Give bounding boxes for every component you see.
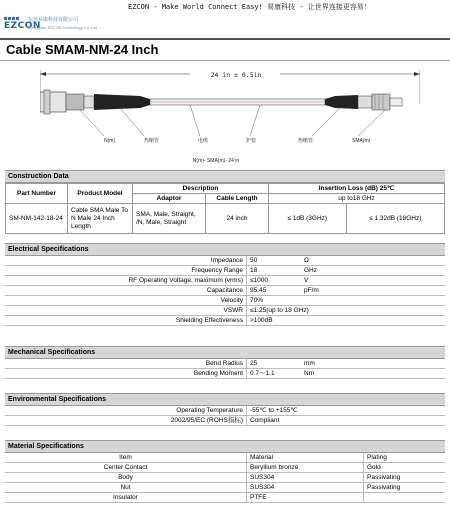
- material-table: [5, 453, 445, 503]
- label-heatshrink-left: 热缩管: [144, 138, 160, 144]
- label-n-male: N(m): [104, 138, 116, 144]
- logo-company-cn: 东莞易康科技有限公司: [28, 17, 79, 23]
- logo-brand: EZCON: [4, 21, 41, 31]
- col-adaptor: Adaptor: [133, 194, 206, 204]
- table-row: Center Contact Beryllium bronze Gold: [5, 463, 445, 473]
- dimension-label: 24 in ± 0.5in: [210, 71, 262, 79]
- table-row: Shielding Effectiveness >100dB: [5, 316, 445, 326]
- banner-text: EZCON - Make World Connect Easy! 易康科技 - 让世界连接更容易！: [128, 3, 371, 11]
- cell-loss-3ghz: ≤ 1dB (3GHz): [269, 204, 347, 234]
- table-row: Impedance 50 Ω: [5, 256, 445, 266]
- table-row: RF Operating Voltage, maximum (vrms) ≤1000 V: [5, 276, 445, 286]
- col-plating: Plating: [364, 453, 446, 463]
- construction-table: [5, 183, 445, 234]
- title-rule: [0, 38, 450, 40]
- top-banner: [0, 0, 450, 14]
- table-row: Bending Moment 0.7～1.1 Nm: [5, 369, 445, 379]
- construction-section: [5, 170, 445, 234]
- table-header-row: [5, 453, 445, 463]
- mechanical-section: [5, 346, 445, 379]
- cell-adaptor: SMA, Male, Straight, /N, Male, Straight: [133, 204, 206, 234]
- cell-part-number: SM-NM-142-18-24: [6, 204, 68, 234]
- table-row: Insulator PTFE: [5, 493, 445, 503]
- material-heading: Material Specifications: [5, 440, 445, 453]
- table-row: 2002/95/EC (ROHS指标) Compliant: [5, 416, 445, 426]
- drawing-caption: N(m)- SMA(m)- 24 in: [192, 158, 240, 164]
- construction-heading: Construction Data: [5, 170, 445, 183]
- material-section: [5, 440, 445, 503]
- table-row: Body SUS304 Passivating: [5, 473, 445, 483]
- table-row: VSWR ≤1.25(up to 18 GHz): [5, 306, 445, 316]
- col-cable-length: Cable Length: [206, 194, 269, 204]
- cable-drawing: [40, 64, 420, 168]
- col-material: Material: [247, 453, 364, 463]
- table-row: Operating Temperature -55℃ to +155℃: [5, 406, 445, 416]
- col-part-number: Part Number: [6, 184, 68, 204]
- col-insertion-loss: Insertion Loss (dB) 25℃: [269, 184, 445, 194]
- label-sma-male: SMA(m): [352, 138, 371, 144]
- cell-loss-18ghz: ≤ 1.32dB (18GHz): [346, 204, 445, 234]
- page-title: Cable SMAM-NM-24 Inch: [6, 42, 159, 57]
- col-description: Description: [133, 184, 269, 194]
- table-row: Capacitance 95.45 pF/m: [5, 286, 445, 296]
- col-loss-sub: up to18 GHz: [269, 194, 445, 204]
- mechanical-heading: Mechanical Specifications: [5, 346, 445, 359]
- electrical-table: [5, 256, 445, 326]
- cell-cable-length: 24 inch: [206, 204, 269, 234]
- cell-product-model: Cable SMA Male To N Male 24 Inch Length: [68, 204, 133, 234]
- logo-company-en: Dongguan EZCON Technology Co.,Ltd: [28, 25, 97, 30]
- table-row: Frequency Range 18 GHz: [5, 266, 445, 276]
- environmental-heading: Environmental Specifications: [5, 393, 445, 406]
- electrical-section: [5, 243, 445, 326]
- label-heatshrink-right: 热缩管: [298, 138, 314, 144]
- environmental-section: [5, 393, 445, 426]
- mechanical-table: [5, 359, 445, 379]
- col-item: Item: [5, 453, 247, 463]
- table-row: Nut SUS304 Passivating: [5, 483, 445, 493]
- table-row: Bend Radius 25 mm: [5, 359, 445, 369]
- col-product-model: Product Model: [68, 184, 133, 204]
- label-jacket: 护套: [246, 138, 257, 144]
- company-logo: [4, 15, 104, 37]
- title-underline: [0, 60, 450, 61]
- label-cable: 电缆: [198, 138, 209, 144]
- electrical-heading: Electrical Specifications: [5, 243, 445, 256]
- environmental-table: [5, 406, 445, 426]
- table-row: Velocity 70%: [5, 296, 445, 306]
